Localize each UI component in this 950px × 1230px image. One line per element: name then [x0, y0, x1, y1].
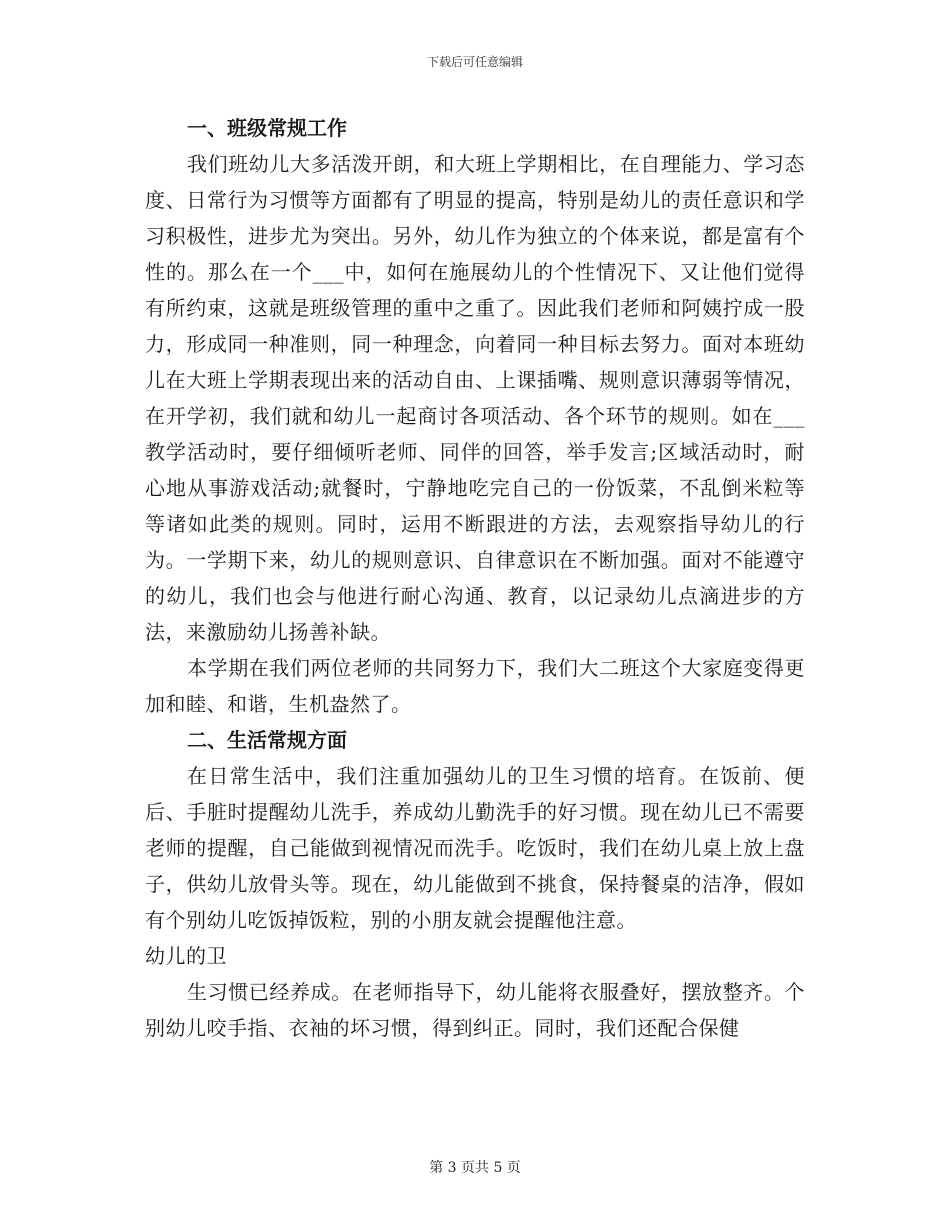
section-heading: 二、生活常规方面 — [187, 728, 347, 752]
paragraph: 本学期在我们两位老师的共同努力下，我们大二班这个大家庭变得更加和睦、和谐，生机盎然了。 — [145, 656, 805, 716]
page-footer: 第 3 页共 5 页 — [429, 1160, 521, 1176]
document-body — [145, 110, 805, 1046]
paragraph: 我们班幼儿大多活泼开朗，和大班上学期相比，在自理能力、学习态度、日常行为习惯等方面都有了明显的提高，特别是幼儿的责任意识和学习积极性，进步尤为突出。另外，幼儿作为独立的个体来说，都是富有个性的。那么在一个___中，如何在施展幼儿的个性情况下、又让他们觉得有所约束，这就是班级管理的重中之重了。因此我们老师和阿姨拧成一股力，形成同一种准则，同一种理念，向着同一种目标去努力。面对本班幼儿在大班上学期表现出来的活动自由、上课插嘴、规则意识薄弱等情况，在开学初，我们就和幼儿一起商讨各项活动、各个环节的规则。如在___教学活动时，要仔细倾听老师、同伴的回答，举手发言;区域活动时，耐心地从事游戏活动;就餐时，宁静地吃完自己的一份饭菜，不乱倒米粒等等诸如此类的规则。同时，运用不断跟进的方法，去观察指导幼儿的行为。一学期下来，幼儿的规则意识、自律意识在不断加强。面对不能遵守的幼儿，我们也会与他进行耐心沟通、教育，以记录幼儿点滴进步的方法，来激励幼儿扬善补缺。 — [145, 152, 805, 644]
page-header: 下载后可任意编辑 — [426, 55, 523, 69]
paragraph: 生习惯已经养成。在老师指导下，幼儿能将衣服叠好，摆放整齐。个别幼儿咬手指、衣袖的坏习惯，得到纠正。同时，我们还配合保健 — [145, 980, 805, 1040]
paragraph: 幼儿的卫 — [145, 944, 227, 968]
section-heading: 一、班级常规工作 — [187, 116, 347, 140]
paragraph: 在日常生活中，我们注重加强幼儿的卫生习惯的培育。在饭前、便后、手脏时提醒幼儿洗手，养成幼儿勤洗手的好习惯。现在幼儿已不需要老师的提醒，自己能做到视情况而洗手。吃饭时，我们在幼儿桌上放上盘子，供幼儿放骨头等。现在，幼儿能做到不挑食，保持餐桌的洁净，假如有个别幼儿吃饭掉饭粒，别的小朋友就会提醒他注意。 — [145, 764, 805, 932]
